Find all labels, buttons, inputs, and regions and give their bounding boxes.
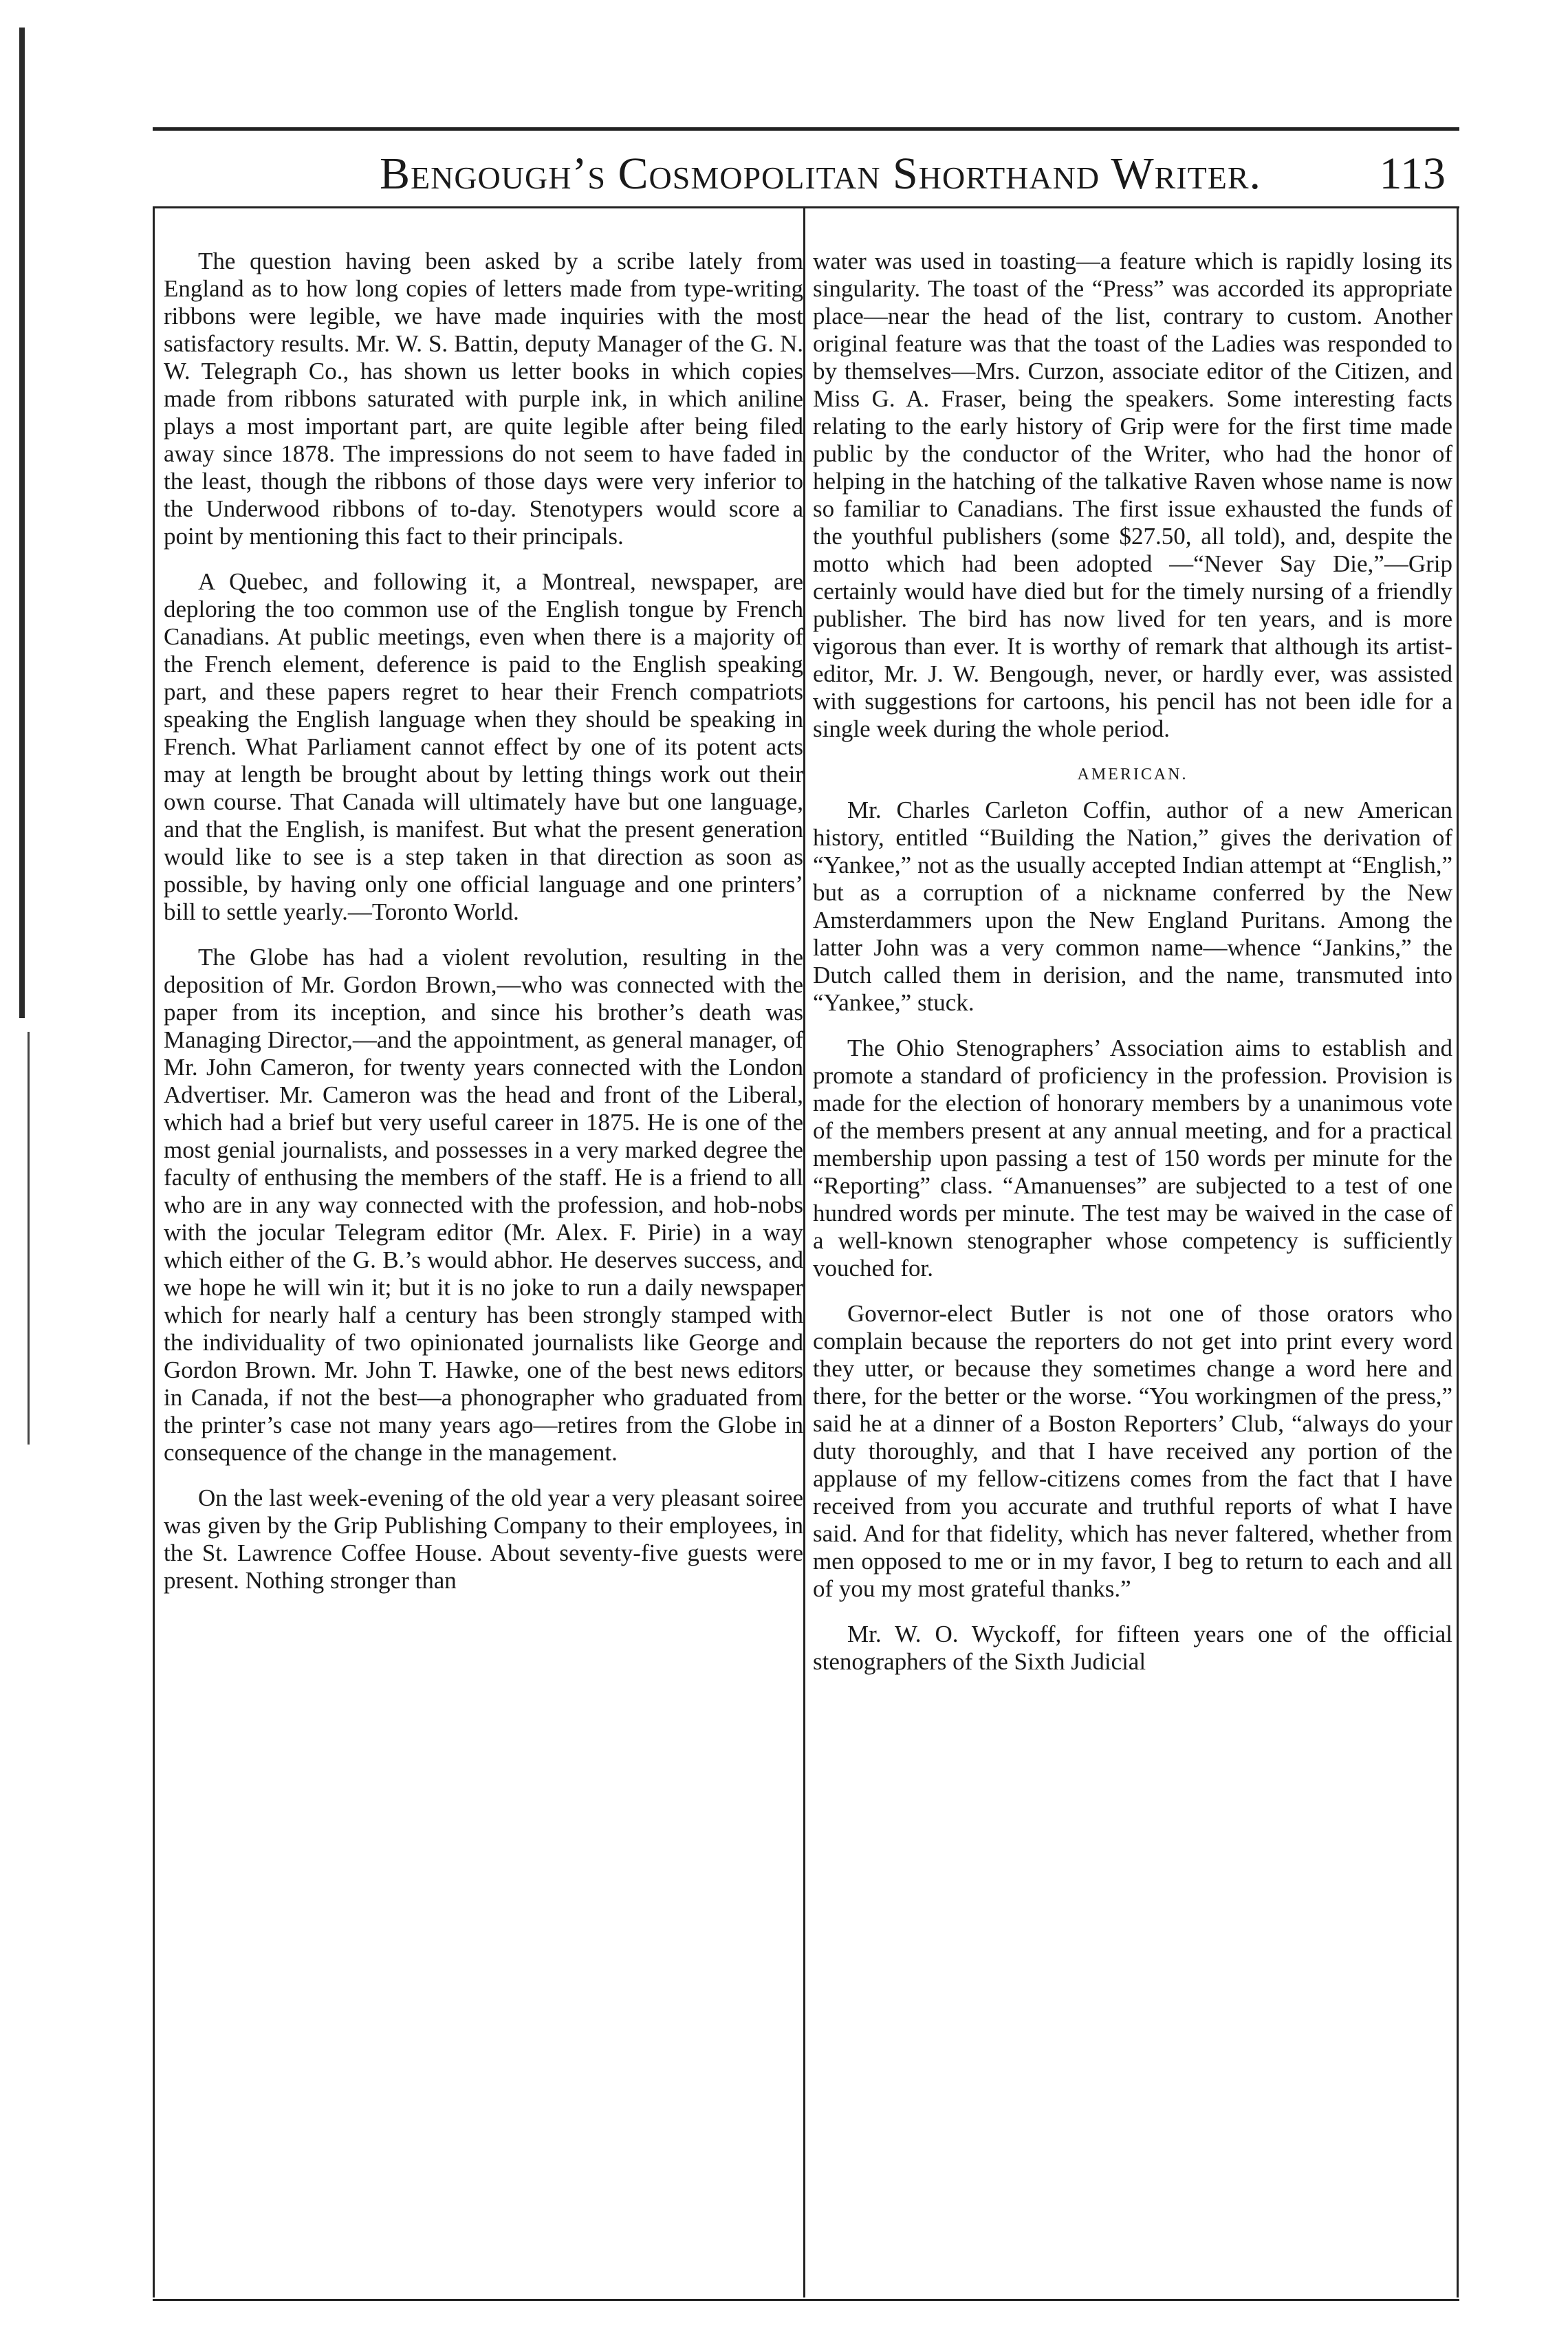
footer-rule	[153, 2299, 1459, 2301]
header-rule	[153, 206, 1459, 208]
column-divider-rule	[803, 206, 805, 2297]
paragraph-wyckoff: Mr. W. O. Wyckoff, for fifteen years one of the official stenographers of the Sixth Judicial	[813, 1621, 1452, 1675]
paragraph-ohio-stenographers: The Ohio Stenographers’ Association aims to establish and promote a standard of proficiency in the profession. Provision is made for the election of honorary members by a unanimous vote of the members present at any annual meeting, and for a practical membership upon passing a test of 150 words per minute for the “Reporting” class. “Amanuenses” are subjected to a test of one hundred words per minute. The test may be waived in the case of a well-known stenographer whose competency is sufficiently vouched for.	[813, 1035, 1452, 1282]
paragraph-yankee-derivation: Mr. Charles Carleton Coffin, author of a new American history, entitled “Building the Nation,” gives the derivation of “Yankee,” not as the usually accepted Indian attempt at “English,” but as a corruption of a nickname conferred by the New Amsterdammers upon the New England Puritans. Among the latter John was a very common name—whence “Jankins,” the Dutch called them in derision, and the name, transmuted into “Yankee,” stuck.	[813, 797, 1452, 1016]
paragraph-quebec-newspaper: A Quebec, and following it, a Montreal, newspaper, are deploring the too common use of the English tongue by French Canadians. At public meetings, even when there is a majority of the French element, deference is paid to the English speaking part, and these papers regret to hear their French compatriots speaking the English language when they should be speaking in French. What Parliament cannot effect by one of its potent acts may at length be brought about by letting things work out their own course. That Canada will ultimately have but one language, and that the English, is manifest. But what the present generation would like to see is a step taken in that direction as soon as possible, by having only one official language and one printers’ bill to settle yearly.—Toronto World.	[164, 568, 803, 925]
right-border-rule	[1457, 206, 1459, 2297]
left-border-rule	[153, 206, 155, 2297]
page-number: 113	[1379, 149, 1446, 199]
section-heading-american: AMERICAN.	[1077, 766, 1188, 783]
paragraph-grip-soiree-continued: water was used in toasting—a feature which is rapidly losing its singularity. The toast of the “Press” was accorded its appropriate place—near the head of the list, contrary to custom. Another original feature was that the toast of the Ladies was responded to by themselves—Mrs. Curzon, associate editor of the Citizen, and Miss G. A. Fraser, being the speakers. Some interesting facts relating to the early history of Grip were for the first time made public by the conductor of the Writer, who had the honor of helping in the hatching of the talkative Raven whose name is now so familiar to Canadians. The first issue exhausted the funds of the youthful publishers (some $27.50, all told), and, despite the motto which had been adopted —“Never Say Die,”—Grip certainly would have died but for the timely nursing of a friendly publisher. The bird has now lived for ten years, and is more vigorous than ever. It is worthy of remark that although its artist-editor, Mr. J. W. Bengough, never, or hardly ever, was assisted with suggestions for cartoons, his pencil has not been idle for a single week during the whole period.	[813, 248, 1452, 742]
scan-edge-shadow	[19, 28, 25, 1018]
scan-edge-line	[28, 1032, 30, 1445]
paragraph-grip-soiree: On the last week-evening of the old year a very pleasant soiree was given by the Grip Publishing Company to their employees, in the St. Lawrence Coffee House. About seventy-five guests were present. Nothing stronger than	[164, 1484, 803, 1594]
paragraph-typewriter-ribbons: The question having been asked by a scribe lately from England as to how long copies of letters made from type-writing ribbons were legible, we have made inquiries with the most satisfactory results. Mr. W. S. Battin, deputy Manager of the G. N. W. Telegraph Co., has shown us letter books in which copies made from ribbons saturated with purple ink, in which aniline plays a most important part, are quite legible after being filed away since 1878. The impressions do not seem to have faded in the least, though the ribbons of those days were very inferior to the Underwood ribbons of to-day. Stenotypers would score a point by mentioning this fact to their principals.	[164, 248, 803, 550]
paragraph-governor-butler: Governor-elect Butler is not one of those orators who complain because the reporters do not get into print every word they utter, or because they sometimes change a word here and there, for the better or the worse. “You workingmen of the press,” said he at a dinner of a Boston Reporters’ Club, “always do your duty thoroughly, and that I have received any portion of the applause of my fellow-citizens comes from the fact that I have received from you accurate and truthful reports of what I have said. And for that fidelity, which has never faltered, whether from men opposed to me or in my favor, I beg to return to each and all of you my most grateful thanks.”	[813, 1300, 1452, 1602]
running-title: Bengough’s Cosmopolitan Shorthand Writer.	[380, 149, 1262, 199]
running-head	[153, 141, 1459, 203]
right-column	[813, 248, 1452, 1694]
left-column	[164, 248, 803, 1612]
paragraph-globe-revolution: The Globe has had a violent revolution, resulting in the deposition of Mr. Gordon Brown,—who was connected with the paper from its inception, and since his brother’s death was Managing Director,—and the appointment, as general manager, of Mr. John Cameron, for twenty years connected with the London Advertiser. Mr. Cameron was the head and front of the Liberal, which had a brief but very useful career in 1875. He is one of the most genial journalists, and possesses in a very marked degree the faculty of enthusing the members of the staff. He is a friend to all who are in any way connected with the profession, and hob-nobs with the jocular Telegram editor (Mr. Alex. F. Pirie) in a way which either of the G. B.’s would abhor. He deserves success, and we hope he will win it; but it is no joke to run a daily newspaper which for nearly half a century has been strongly stamped with the individuality of two opinionated journalists like George and Gordon Brown. Mr. John T. Hawke, one of the best news editors in Canada, if not the best—a phonographer who graduated from the printer’s case not many years ago—retires from the Globe in consequence of the change in the management.	[164, 944, 803, 1466]
